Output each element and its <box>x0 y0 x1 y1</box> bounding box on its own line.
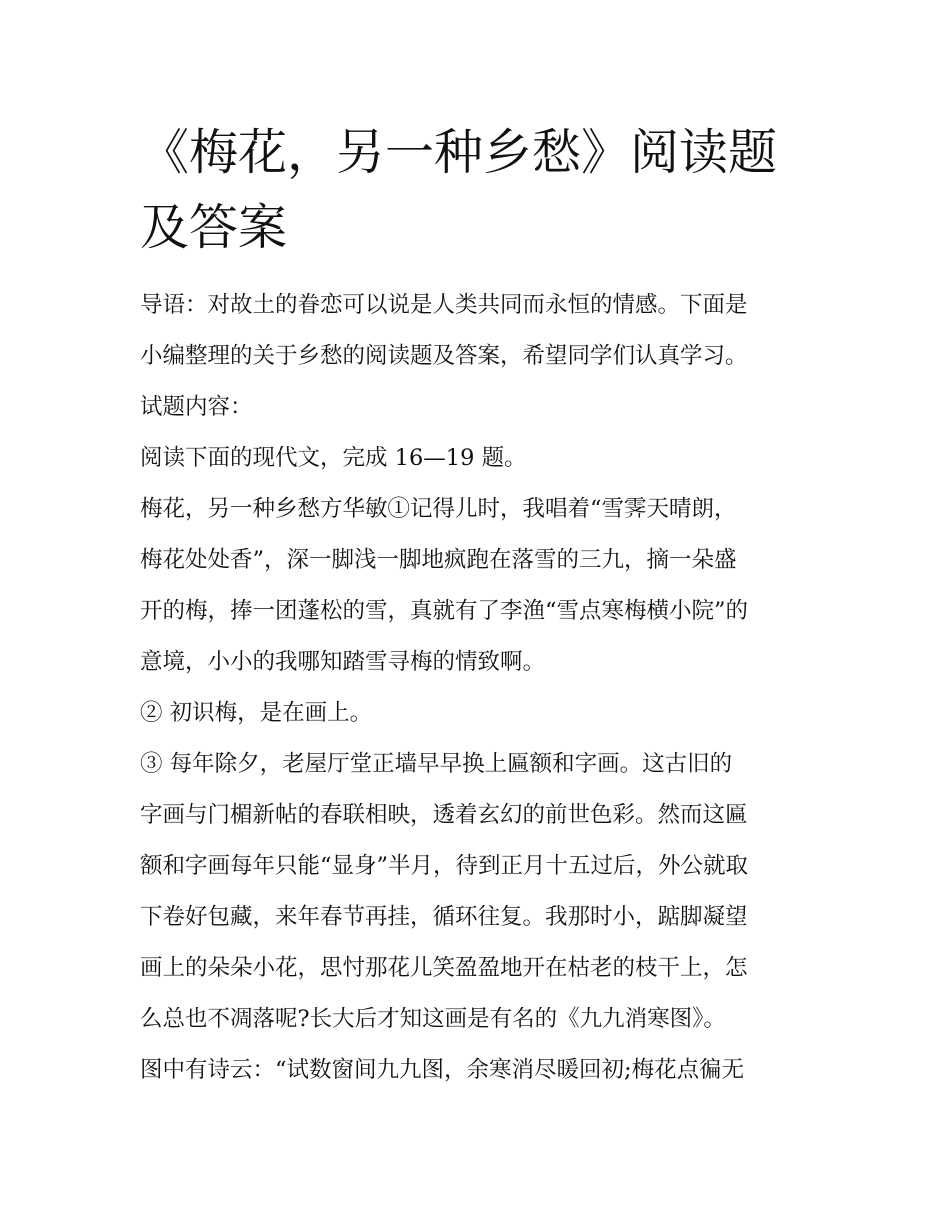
text-line-para3-3: 额和字画每年只能“显身”半月，待到正月十五过后，外公就取 <box>140 853 749 879</box>
text-line-para1-4: 意境，小小的我哪知踏雪寻梅的情致啊。 <box>140 649 546 675</box>
text-line-para2: ② 初识梅，是在画上。 <box>140 700 373 726</box>
text-line-instruction: 阅读下面的现代文，完成 16—19 题。 <box>140 445 527 471</box>
text-line-para3-2: 字画与门楣新帖的春联相映，透着玄幻的前世色彩。然而这匾 <box>140 802 748 828</box>
text-line-para3-1: ③ 每年除夕，老屋厅堂正墙早早换上匾额和字画。这古旧的 <box>140 751 733 777</box>
page-title <box>140 115 840 265</box>
text-line-para1-1: 梅花，另一种乡愁方华敏①记得儿时，我唱着“雪霁天晴朗， <box>140 496 737 522</box>
text-line-section-label: 试题内容： <box>140 394 253 420</box>
text-line-intro-2: 小编整理的关于乡愁的阅读题及答案，希望同学们认真学习。 <box>140 343 748 369</box>
text-line-para1-2: 梅花处处香”，深一脚浅一脚地疯跑在落雪的三九，摘一朵盛 <box>140 547 737 573</box>
text-line-para3-5: 画上的朵朵小花，思忖那花儿笑盈盈地开在枯老的枝干上，怎 <box>140 955 748 981</box>
text-line-para3-7: 图中有诗云：“试数窗间九九图，余寒消尽暖回初;梅花点徧无 <box>140 1057 745 1083</box>
text-line-intro-1: 导语：对故土的眷恋可以说是人类共同而永恒的情感。下面是 <box>140 292 748 318</box>
text-line-para1-3: 开的梅，捧一团蓬松的雪，真就有了李渔“雪点寒梅横小院”的 <box>140 598 749 624</box>
document-body <box>140 280 830 1096</box>
text-line-para3-4: 下卷好包藏，来年春节再挂，循环往复。我那时小，踮脚凝望 <box>140 904 748 930</box>
title-line-1: 《梅花，另一种乡愁》阅读题 <box>140 124 778 181</box>
text-line-para3-6: 么总也不凋落呢?长大后才知这画是有名的《九九消寒图》。 <box>140 1006 726 1032</box>
title-line-2: 及答案 <box>140 199 288 256</box>
